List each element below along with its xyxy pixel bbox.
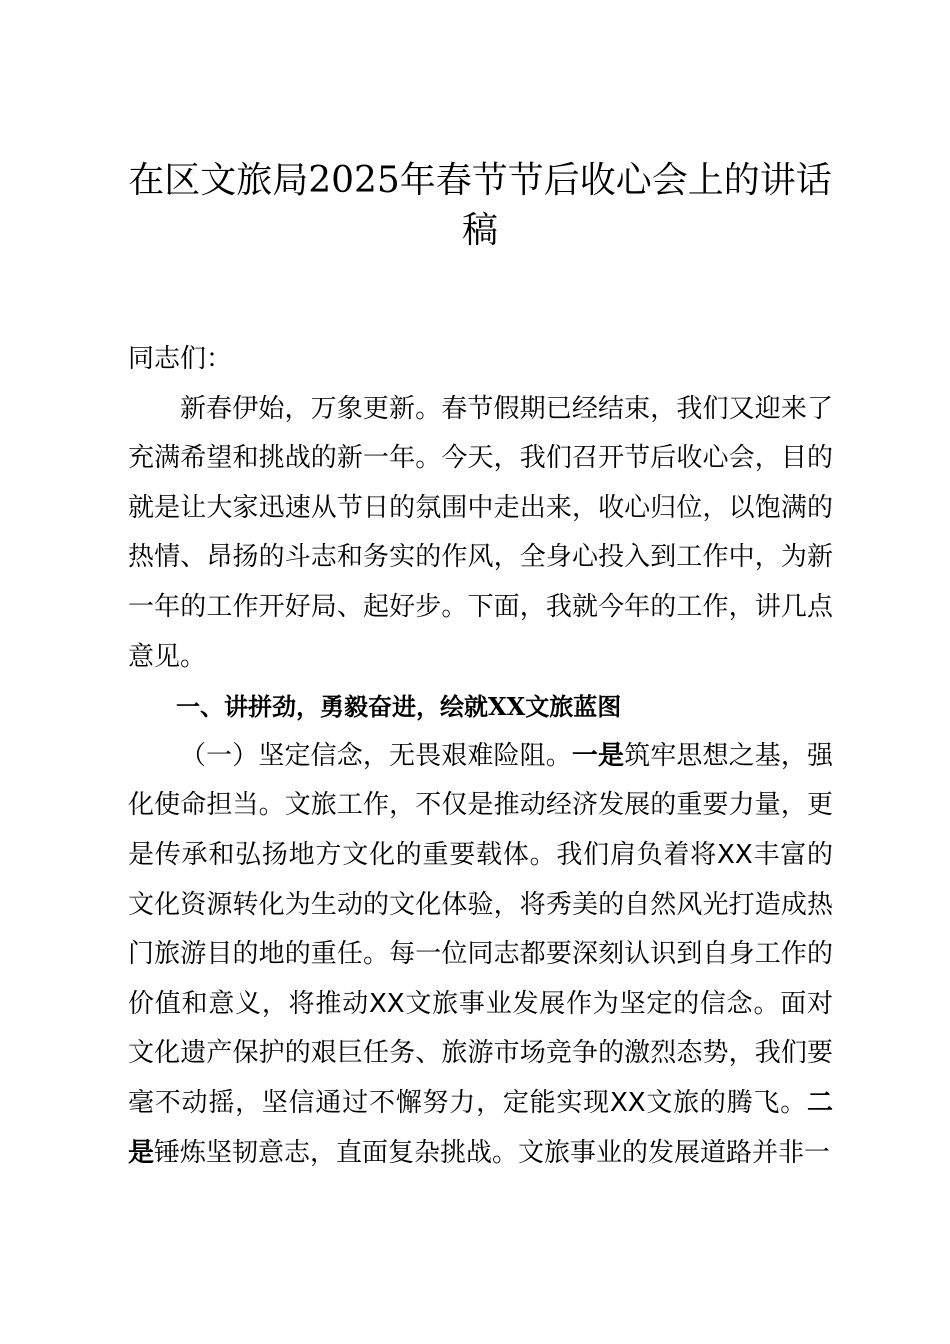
document-body [128,335,833,1178]
point-one-label: 一是 [571,740,625,771]
subsection-paragraph [128,732,833,1178]
section-heading: 一、讲拼劲，勇毅奋进，绘就XX文旅蓝图 [176,692,622,722]
point-two-label: 二是 [128,1087,833,1168]
point-one-text: 筑牢思想之基，强化使命担当。文旅工作，不仅是推动经济发展的重要力量，更是传承和弘扬地方文化的重要载体。我们肩负着将XX丰富的文化资源转化为生动的文化体验，将秀美的自然风光打造成热门旅游目的地的重任。每一位同志都要深刻认识到自身工作的价值和意义，将推动XX文旅事业发展作为坚定的信念。面对文化遗产保护的艰巨任务、旅游市场竞争的激烈态势，我们要毫不动摇，坚信通过不懈努力，定能实现XX文旅的腾飞。 [128,740,833,1118]
intro-paragraph: 新春伊始，万象更新。春节假期已经结束，我们又迎来了充满希望和挑战的新一年。今天，我们召开节后收心会，目的就是让大家迅速从节日的氛围中走出来，收心归位，以饱满的热情、昂扬的斗志和务实的作风，全身心投入到工作中，为新一年的工作开好局、起好步。下面，我就今年的工作，讲几点意见。 [128,393,833,672]
subsection-lead: （一）坚定信念，无畏艰难险阻。 [180,740,572,771]
point-two-text: 锤炼坚韧意志，直面复杂挑战。文旅事业的发展道路并非一 [154,1137,831,1168]
document-title: 在区文旅局2025年春节节后收心会上的讲话稿 [128,160,832,251]
salutation: 同志们： [128,344,233,374]
